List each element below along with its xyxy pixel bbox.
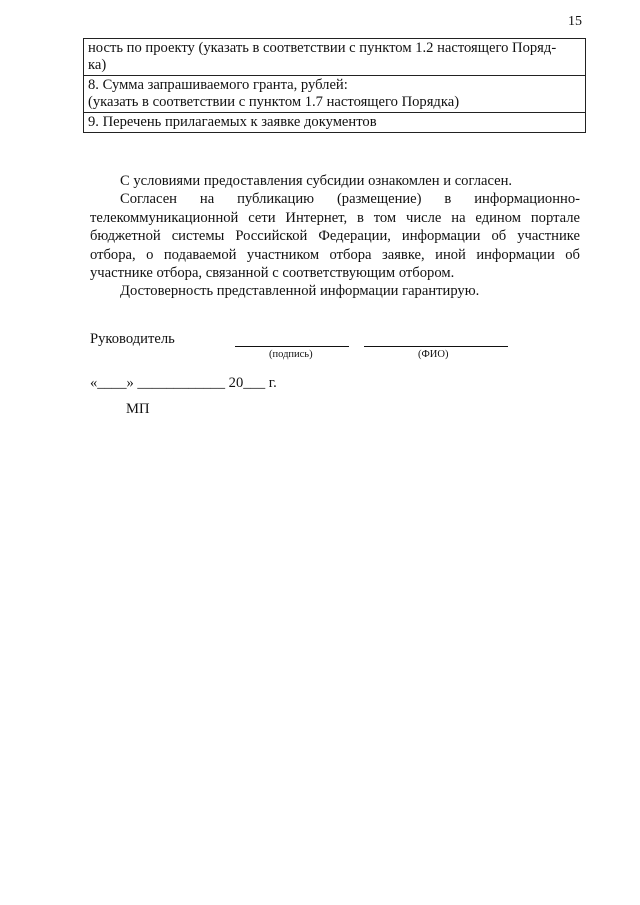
cell-line: ность по проекту (указать в соответствии с пунктом 1.2 настоящего Поряд-	[88, 40, 557, 56]
table-cell	[84, 113, 586, 133]
cell-line: 9. Перечень прилагаемых к заявке документов	[88, 114, 377, 130]
date-line: «____» ____________ 20___ г.	[90, 375, 277, 391]
paragraph-consent-terms: С условиями предоставления субсидии ознакомлен и согласен.	[120, 173, 513, 189]
name-caption: (ФИО)	[418, 349, 449, 360]
stamp-placeholder: МП	[126, 401, 150, 417]
page-number: 15	[568, 14, 582, 29]
paragraph-consent-publication: Согласен на публикацию (размещение) в информационно-телекоммуникационной сети Интернет, в том числе на едином портале бюджетной системы Российской Федерации, информации об участнике отбора, о подаваемой участником отбора заявке, иной информации об участнике отбора, связанной с соответствующим отбором.	[90, 191, 580, 282]
paragraph-accuracy: Достоверность представленной информации гарантирую.	[120, 283, 480, 300]
table-cell	[84, 76, 586, 113]
table-row	[84, 76, 586, 113]
name-line	[364, 346, 508, 347]
form-table	[83, 38, 586, 133]
cell-line: 8. Сумма запрашиваемого гранта, рублей:	[88, 77, 348, 93]
signature-line	[235, 346, 349, 347]
cell-line: ка)	[88, 57, 107, 73]
body-text	[90, 172, 580, 301]
table-row	[84, 39, 586, 76]
signer-label: Руководитель	[90, 331, 175, 347]
cell-line: (указать в соответствии с пунктом 1.7 настоящего Порядка)	[88, 94, 460, 110]
signature-caption: (подпись)	[269, 349, 313, 360]
table-cell	[84, 39, 586, 76]
table-row	[84, 113, 586, 133]
